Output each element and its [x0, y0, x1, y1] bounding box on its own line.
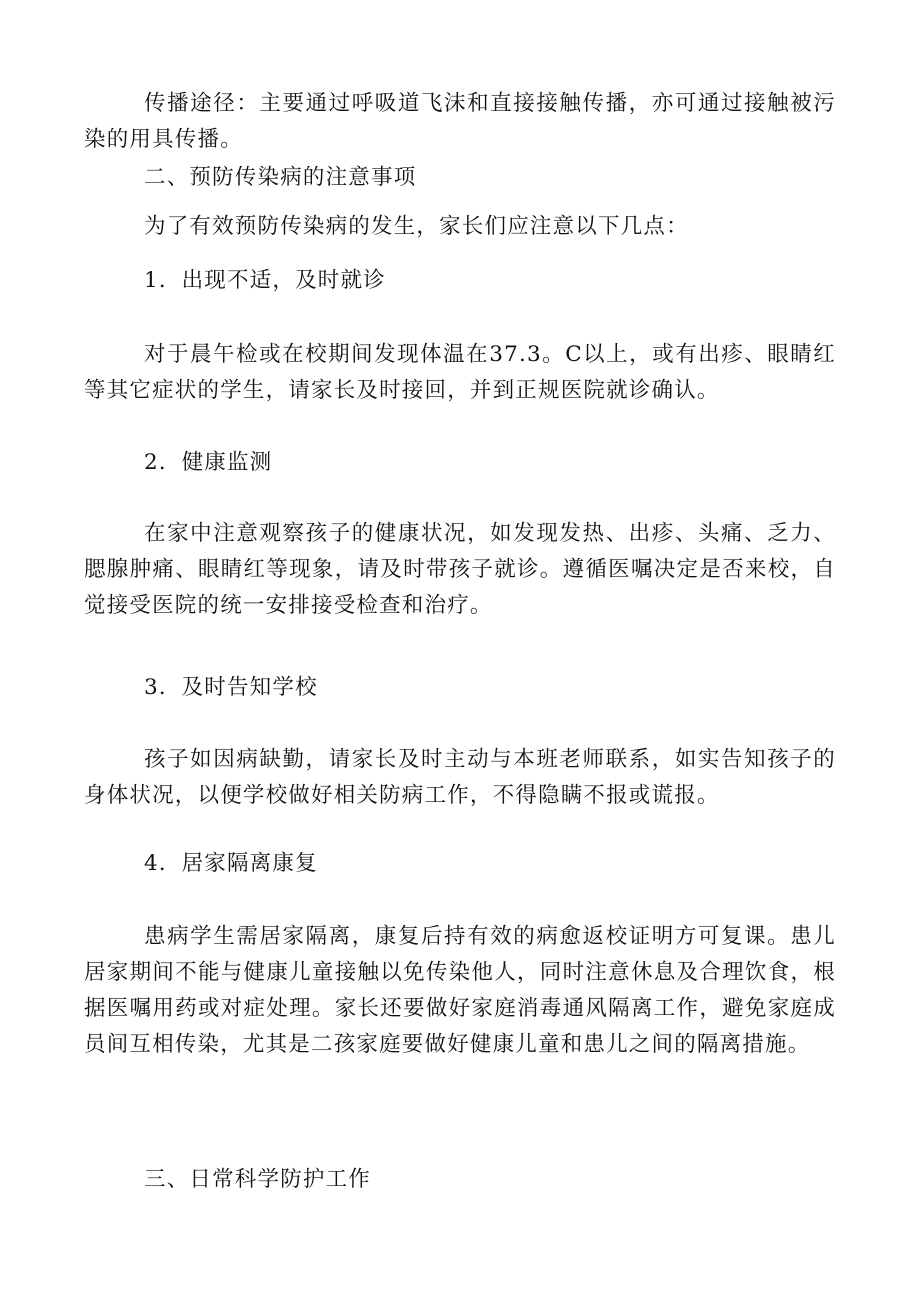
section-heading-prevention: 二、预防传染病的注意事项 — [144, 165, 417, 190]
subheading-home-isolation: 4．居家隔离康复 — [144, 851, 318, 876]
subheading-health-monitoring: 2．健康监测 — [144, 450, 273, 475]
paragraph-seek-treatment: 对于晨午检或在校期间发现体温在37.3。C以上，或有出疹、眼睛红等其它症状的学生，请家长及时接回，并到正规医院就诊确认。 — [84, 342, 836, 403]
paragraph-home-isolation: 患病学生需居家隔离，康复后持有效的病愈返校证明方可复课。患儿居家期间不能与健康儿童接触以免传染他人，同时注意休息及合理饮食，根据医嘱用药或对症处理。家长还要做好家庭消毒通风隔离工作，避免家庭成员间互相传染，尤其是二孩家庭要做好健康儿童和患儿之间的隔离措施。 — [84, 924, 836, 1057]
paragraph-intro-points: 为了有效预防传染病的发生，家长们应注意以下几点： — [144, 214, 689, 239]
subheading-inform-school: 3．及时告知学校 — [144, 675, 318, 700]
subheading-seek-treatment: 1．出现不适，及时就诊 — [144, 268, 386, 293]
paragraph-inform-school: 孩子如因病缺勤，请家长及时主动与本班老师联系，如实告知孩子的身体状况，以便学校做好相关防病工作，不得隐瞒不报或谎报。 — [84, 747, 836, 808]
section-heading-daily-protection: 三、日常科学防护工作 — [144, 1167, 372, 1192]
paragraph-health-monitoring: 在家中注意观察孩子的健康状况，如发现发热、出疹、头痛、乏力、腮腺肿痛、眼睛红等现象，请及时带孩子就诊。遵循医嘱决定是否来校，自觉接受医院的统一安排接受检查和治疗。 — [84, 521, 836, 618]
paragraph-transmission-route: 传播途径：主要通过呼吸道飞沫和直接接触传播，亦可通过接触被污染的用具传播。 — [84, 91, 836, 152]
